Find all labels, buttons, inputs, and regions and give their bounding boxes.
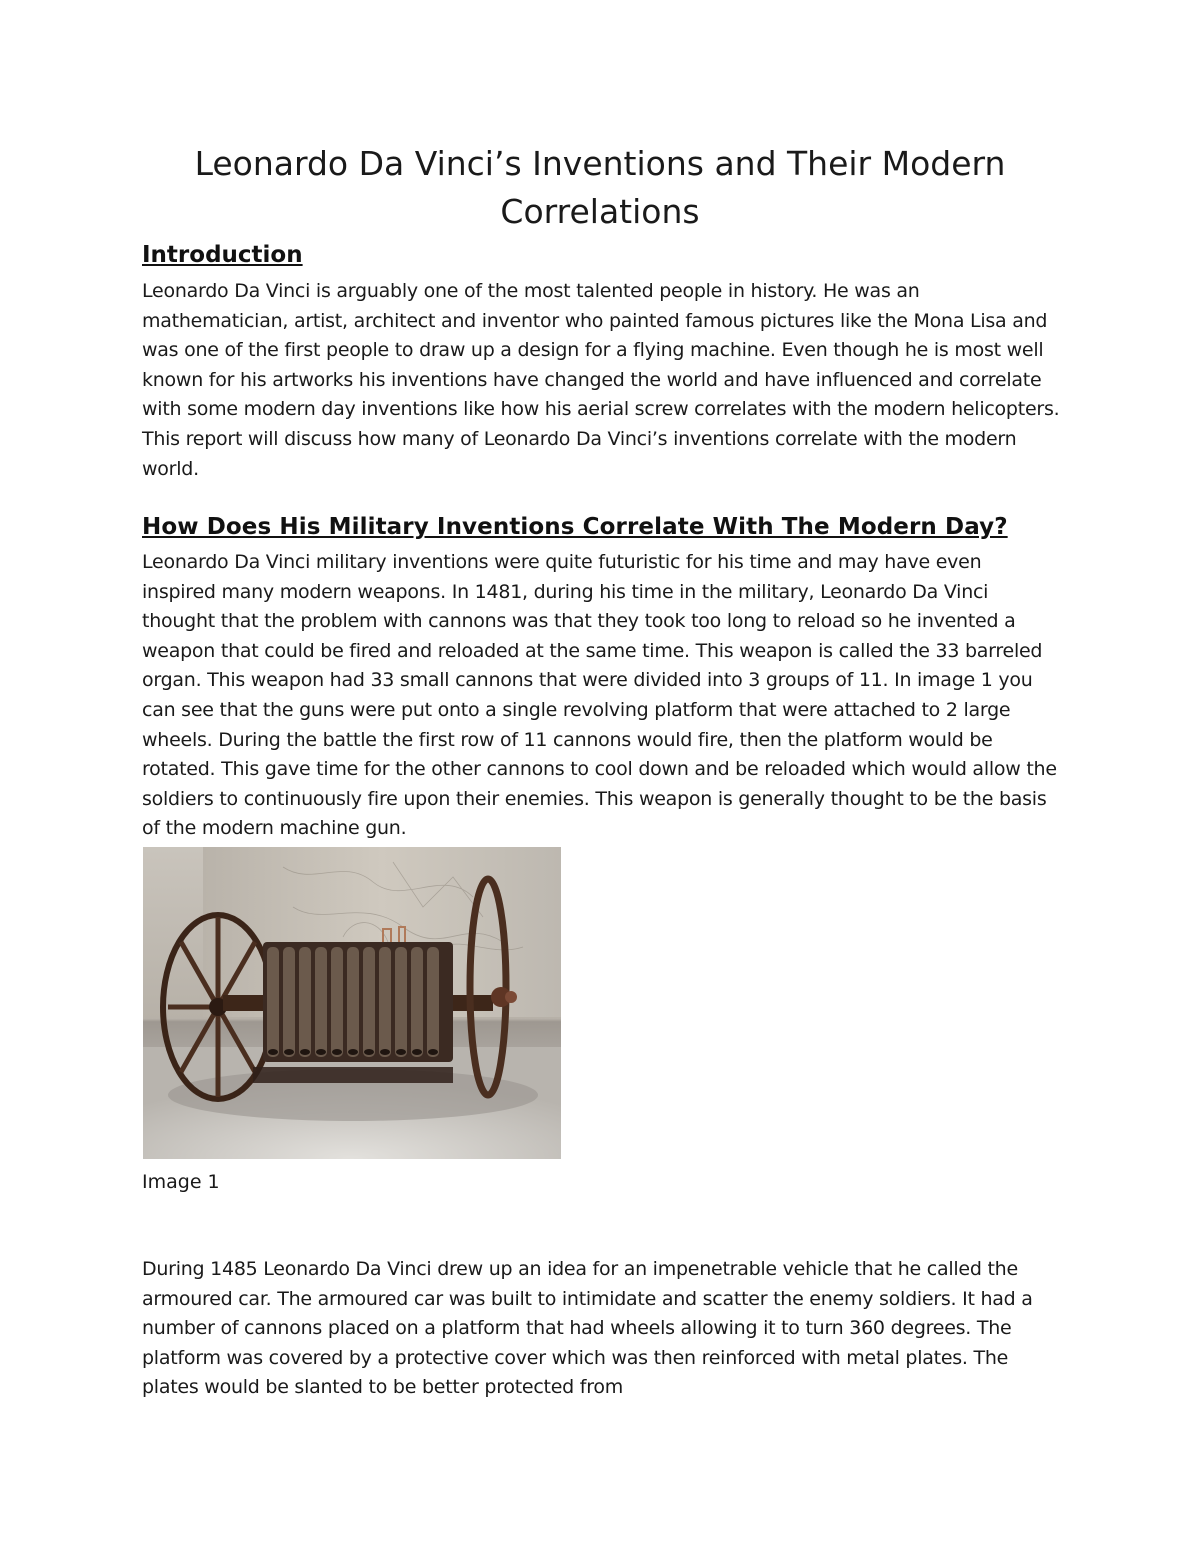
figure-caption: Image 1 — [142, 1171, 220, 1193]
military-inventions-paragraph: Leonardo Da Vinci military inventions were quite futuristic for his time and may have even inspired many modern weapons. In 1481, during his time in the military, Leonardo Da Vinci thought that the problem with cannons was that they took too long to reload so he invented a weapon that could be fired and reloaded at the same time. This weapon is called the 33 barreled organ. This weapon had 33 small cannons that were divided into 3 groups of 11. In image 1 you can see that the guns were put onto a single revolving platform that were attached to 2 large wheels. During the battle the first row of 11 cannons would fire, then the platform would be rotated. This gave time for the other cannons to cool down and be reloaded which would allow the soldiers to continuously fire upon their enemies. This weapon is generally thought to be the basis of the modern machine gun. — [142, 551, 1057, 840]
section-heading-military-inventions: How Does His Military Inventions Correlate With The Modern Day? — [142, 514, 1008, 540]
barreled-organ-photo — [143, 847, 561, 1159]
introduction-paragraph: Leonardo Da Vinci is arguably one of the most talented people in history. He was an mathematician, artist, architect and inventor who painted famous pictures like the Mona Lisa and was one of the first people to draw up a design for a flying machine. Even though he is most well known for his artworks his inventions have changed the world and have influenced and correlate with some modern day inventions like how his aerial screw correlates with the modern helicopters. This report will discuss how many of Leonardo Da Vinci’s inventions correlate with the modern world. — [142, 280, 1060, 480]
document-title: Leonardo Da Vinci’s Inventions and Their Modern Correlations — [194, 144, 1006, 231]
section-heading-introduction: Introduction — [142, 242, 303, 268]
armoured-car-paragraph: During 1485 Leonardo Da Vinci drew up an idea for an impenetrable vehicle that he called the armoured car. The armoured car was built to intimidate and scatter the enemy soldiers. It had a number of cannons placed on a platform that had wheels allowing it to turn 360 degrees. The platform was covered by a protective cover which was then reinforced with metal plates. The plates would be slanted to be better protected from — [142, 1258, 1033, 1399]
